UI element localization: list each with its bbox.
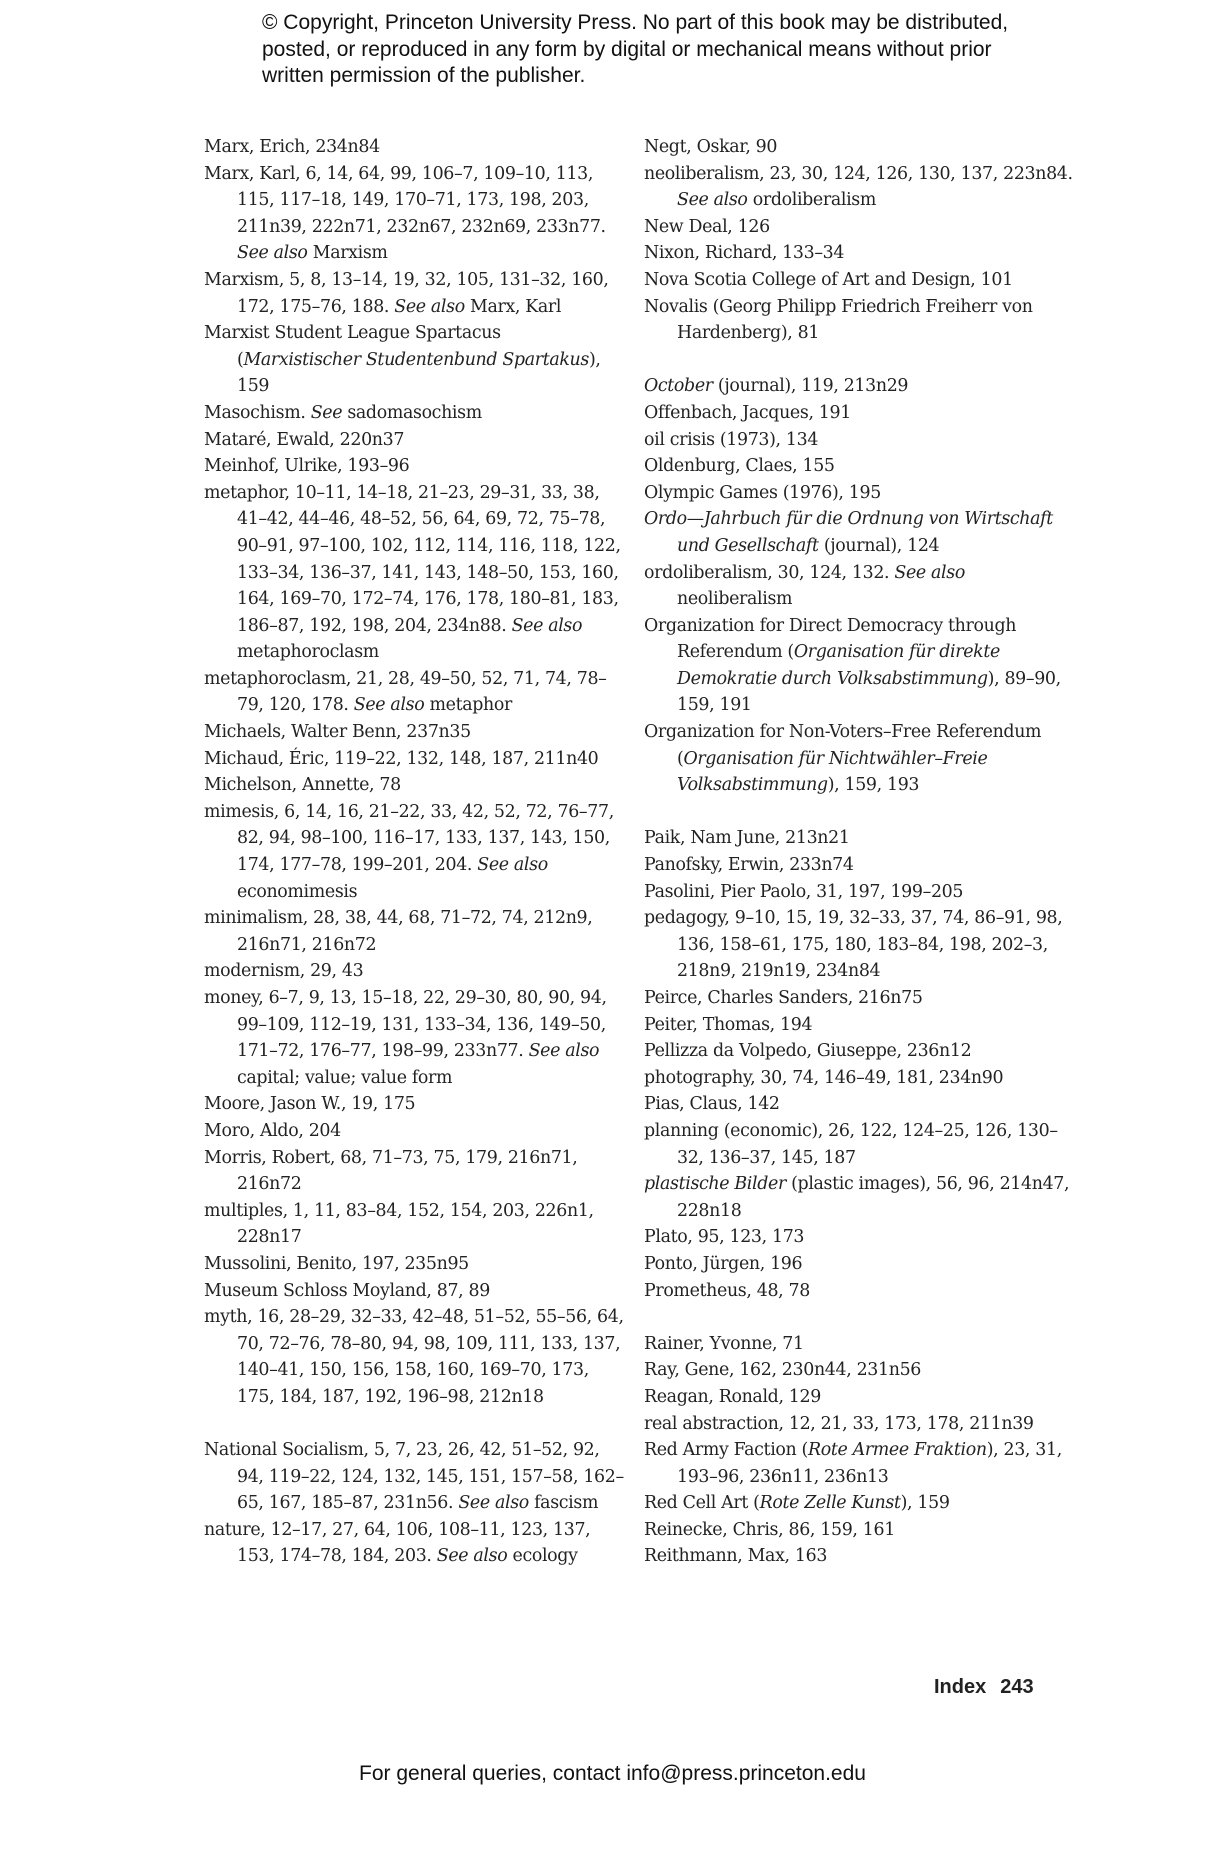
index-entry <box>644 1384 1074 1411</box>
index-entry <box>644 1331 1074 1358</box>
cross-reference-label: See also <box>511 615 583 636</box>
index-entry <box>644 1224 1074 1251</box>
index-entry <box>644 1490 1074 1517</box>
entry-text: real abstraction, 12, 21, 33, 173, 178, 211n39 <box>644 1413 1034 1434</box>
index-entry <box>644 1038 1074 1065</box>
entry-text: Pias, Claus, 142 <box>644 1094 780 1115</box>
index-entry <box>204 480 624 666</box>
entry-text: Reinecke, Chris, 86, 159, 161 <box>644 1519 895 1540</box>
copyright-notice: © Copyright, Princeton University Press. No part of this book may be distributed, posted, or reproduced in any form by digital or mechanical means without prior written permission of the publisher. <box>262 11 1009 87</box>
entry-text: multiples, 1, 11, 83–84, 152, 154, 203, 226n1, 228n17 <box>204 1200 594 1248</box>
index-entry <box>204 134 624 161</box>
cross-reference-target: Marx, Karl <box>464 296 562 317</box>
cross-reference-target: ordoliberalism <box>747 190 876 211</box>
entry-text: Organization for Direct Democracy through Referendum ( <box>644 615 1017 663</box>
index-entry <box>204 427 624 454</box>
entry-text: pedagogy, 9–10, 15, 19, 32–33, 37, 74, 86–91, 98, 136, 158–61, 175, 180, 183–84, 198, 202–3, 218n9, 219n19, 234n84 <box>644 908 1063 982</box>
entry-text: Mussolini, Benito, 197, 235n95 <box>204 1253 469 1274</box>
entry-text: Organization for Non-Voters–Free Referendum ( <box>644 722 1042 769</box>
entry-text: Reagan, Ronald, 129 <box>644 1386 821 1407</box>
entry-text: nature, 12–17, 27, 64, 106, 108–11, 123, 137, 153, 174–78, 184, 203. <box>204 1519 591 1567</box>
entry-italic-title: Organisation für Nichtwähler–Freie Volksabstimmung <box>677 748 988 796</box>
index-entry <box>644 400 1074 427</box>
entry-text: Reithmann, Max, 163 <box>644 1546 828 1567</box>
index-entry <box>204 905 624 958</box>
entry-text: Moro, Aldo, 204 <box>204 1120 341 1141</box>
cross-reference-target: economimesis <box>237 881 358 902</box>
letter-group-gap <box>204 1411 624 1438</box>
cross-reference-target: metaphor <box>424 695 512 716</box>
letter-group-gap <box>644 347 1074 374</box>
index-entry <box>644 506 1074 559</box>
entry-text: modernism, 29, 43 <box>204 961 364 982</box>
index-entry <box>204 400 624 427</box>
index-entry <box>204 1198 624 1251</box>
entry-text: ordoliberalism, 30, 124, 132. <box>644 562 895 583</box>
index-entry <box>204 719 624 746</box>
entry-text: minimalism, 28, 38, 44, 68, 71–72, 74, 212n9, 216n71, 216n72 <box>204 908 593 955</box>
entry-text: Marxist Student League Spartacus ( <box>204 323 501 370</box>
index-column-left <box>204 134 624 1570</box>
entry-text: ), 23, 31, 193–96, 236n11, 236n13 <box>677 1440 1062 1487</box>
index-entry <box>204 320 624 400</box>
index-entry <box>204 1278 624 1305</box>
entry-text: Peirce, Charles Sanders, 216n75 <box>644 988 923 1008</box>
entry-text: Plato, 95, 123, 173 <box>644 1227 805 1248</box>
index-entry <box>644 905 1074 985</box>
index-entry <box>644 852 1074 879</box>
entry-text: myth, 16, 28–29, 32–33, 42–48, 51–52, 55–56, 64, 70, 72–76, 78–80, 94, 98, 109, 111, 133, 137, 140–41, 150, 156, 158, 160, 169–70, 173, 175, 184, 187, 192, 196–98, 212n18 <box>204 1307 624 1407</box>
entry-text: Peiter, Thomas, 194 <box>644 1014 813 1035</box>
index-entry <box>204 161 624 267</box>
entry-text: metaphoroclasm, 21, 28, 49–50, 52, 71, 74, 78–79, 120, 178. <box>204 668 607 716</box>
cross-reference-target: Marxism <box>307 243 388 264</box>
entry-text: Paik, Nam June, 213n21 <box>644 828 850 849</box>
letter-group-gap <box>644 799 1074 826</box>
index-entry <box>644 240 1074 267</box>
cross-reference-label: See also <box>436 1546 508 1567</box>
index-entry <box>644 1278 1074 1305</box>
entry-text: National Socialism, 5, 7, 23, 26, 42, 51–52, 92, 94, 119–22, 124, 132, 145, 151, 157–58, 162–65, 167, 185–87, 231n56. <box>204 1440 624 1514</box>
index-entry <box>644 1171 1074 1224</box>
index-entry <box>204 985 624 1091</box>
index-entry <box>204 666 624 719</box>
index-entry <box>644 1517 1074 1544</box>
entry-text: Ponto, Jürgen, 196 <box>644 1253 803 1274</box>
entry-text: Meinhof, Ulrike, 193–96 <box>204 456 410 477</box>
entry-text: oil crisis (1973), 134 <box>644 429 819 450</box>
index-entry <box>204 453 624 480</box>
index-entry <box>644 1091 1074 1118</box>
entry-text: Red Army Faction ( <box>644 1440 808 1461</box>
cross-reference-label: See also <box>477 855 548 876</box>
entry-text: Pasolini, Pier Paolo, 31, 197, 199–205 <box>644 881 964 902</box>
entry-text: Masochism. <box>204 402 311 423</box>
entry-italic-title: Rote Armee Fraktion <box>808 1440 987 1461</box>
index-entry <box>644 1411 1074 1438</box>
index-entry <box>204 1517 624 1570</box>
entry-text: Morris, Robert, 68, 71–73, 75, 179, 216n71, 216n72 <box>204 1147 578 1195</box>
entry-text: Prometheus, 48, 78 <box>644 1280 810 1301</box>
index-entry <box>644 1437 1074 1490</box>
entry-text: Marx, Karl, 6, 14, 64, 99, 106–7, 109–10, 113, 115, 117–18, 149, 170–71, 173, 198, 203, 211n39, 222n71, 232n67, 232n69, 233n77. <box>204 163 606 237</box>
index-entry <box>204 772 624 799</box>
cross-reference-target: fascism <box>528 1493 599 1514</box>
cross-reference-label: See also <box>894 562 965 583</box>
cross-reference-target: ecology <box>507 1546 578 1567</box>
page-number: 243 <box>1000 1676 1034 1698</box>
entry-text: Nixon, Richard, 133–34 <box>644 243 845 264</box>
index-entry <box>204 1437 624 1517</box>
entry-text: (plastic images), 56, 96, 214n47, 228n18 <box>677 1174 1070 1221</box>
cross-reference-label: See also <box>353 695 425 716</box>
entry-text: Negt, Oskar, 90 <box>644 137 778 157</box>
entry-text: Olympic Games (1976), 195 <box>644 482 881 503</box>
entry-text: ), 159 <box>900 1493 950 1514</box>
index-entry <box>204 1145 624 1198</box>
index-entry <box>644 1012 1074 1039</box>
entry-text: Michelson, Annette, 78 <box>204 775 401 796</box>
cross-reference-label: See also <box>458 1493 529 1514</box>
entry-text: neoliberalism, 23, 30, 124, 126, 130, 137, 223n84. <box>644 163 1073 184</box>
index-entry <box>204 1118 624 1145</box>
entry-text: money, 6–7, 9, 13, 15–18, 22, 29–30, 80, 90, 94, 99–109, 112–19, 131, 133–34, 136, 149–50, 171–72, 176–77, 198–99, 233n77. <box>204 988 607 1062</box>
entry-text: Ray, Gene, 162, 230n44, 231n56 <box>644 1360 922 1381</box>
entry-text: Rainer, Yvonne, 71 <box>644 1333 804 1354</box>
index-entry <box>644 214 1074 241</box>
letter-group-gap <box>644 1304 1074 1331</box>
entry-text: Novalis (Georg Philipp Friedrich Freiherr von Hardenberg), 81 <box>644 296 1033 344</box>
index-entry <box>644 267 1074 294</box>
entry-italic-title: Rote Zelle Kunst <box>759 1493 901 1514</box>
index-entry <box>644 1065 1074 1092</box>
entry-text: ), 159, 193 <box>827 775 920 796</box>
index-entry <box>644 427 1074 454</box>
index-entry <box>644 373 1074 400</box>
index-column-right <box>644 134 1074 1570</box>
index-entry <box>204 1091 624 1118</box>
index-entry <box>644 719 1074 799</box>
entry-text: Michaud, Éric, 119–22, 132, 148, 187, 211n40 <box>204 748 599 769</box>
index-entry <box>644 1251 1074 1278</box>
index-entry <box>644 161 1074 214</box>
entry-text: metaphor, 10–11, 14–18, 21–23, 29–31, 33, 38, 41–42, 44–46, 48–52, 56, 64, 69, 72, 75–78, 90–91, 97–100, 102, 112, 114, 116, 118, 122, 133–34, 136–37, 141, 143, 148–50, 153, 160, 164, 169–70, 172–74, 176, 178, 180–81, 183, 186–87, 192, 198, 204, 234n88. <box>204 482 621 636</box>
contact-footer: For general queries, contact info@press.princeton.edu <box>359 1762 866 1785</box>
entry-text: mimesis, 6, 14, 16, 21–22, 33, 42, 52, 72, 76–77, 82, 94, 98–100, 116–17, 133, 137, 143, 150, 174, 177–78, 199–201, 204. <box>204 801 614 876</box>
entry-italic-title: Organisation für direkte Demokratie durch Volksabstimmung <box>677 642 1000 689</box>
entry-text: Panofsky, Erwin, 233n74 <box>644 855 854 876</box>
entry-text: Mataré, Ewald, 220n37 <box>204 429 405 450</box>
cross-reference-target: capital; value; value form <box>237 1067 453 1088</box>
entry-text: Marxism, 5, 8, 13–14, 19, 32, 105, 131–32, 160, 172, 175–76, 188. <box>204 269 609 317</box>
cross-reference-label: See also <box>394 296 465 317</box>
entry-italic-title: Marxistischer Studentenbund Spartakus <box>243 349 589 370</box>
index-entry <box>204 958 624 985</box>
index-entry <box>644 879 1074 906</box>
entry-text: planning (economic), 26, 122, 124–25, 126, 130–32, 136–37, 145, 187 <box>644 1120 1058 1168</box>
index-entry <box>644 1357 1074 1384</box>
index-entry <box>644 1118 1074 1171</box>
entry-text: Michaels, Walter Benn, 237n35 <box>204 722 471 743</box>
index-entry <box>644 134 1074 161</box>
index-entry <box>644 613 1074 719</box>
entry-text: (journal), 119, 213n29 <box>712 376 909 397</box>
entry-italic-title: October <box>644 376 713 397</box>
entry-text: (journal), 124 <box>818 535 940 556</box>
index-entry <box>204 1251 624 1278</box>
entry-text: Moore, Jason W., 19, 175 <box>204 1094 416 1115</box>
entry-text: photography, 30, 74, 146–49, 181, 234n90 <box>644 1067 1004 1088</box>
index-entry <box>644 985 1074 1012</box>
index-entry <box>204 267 624 320</box>
running-footer <box>934 1676 1064 1699</box>
entry-text: Oldenburg, Claes, 155 <box>644 456 835 477</box>
entry-text: Museum Schloss Moyland, 87, 89 <box>204 1280 490 1301</box>
index-entry <box>644 294 1074 347</box>
index-entry <box>644 1543 1074 1570</box>
entry-text: Marx, Erich, 234n84 <box>204 137 380 157</box>
index-entry <box>644 560 1074 613</box>
cross-reference-label: See also <box>677 190 748 211</box>
section-title: Index <box>934 1676 987 1698</box>
cross-reference-label: See <box>310 402 343 423</box>
index-entry <box>204 799 624 905</box>
entry-text: ), 89–90, 159, 191 <box>677 668 1061 716</box>
entry-text: Nova Scotia College of Art and Design, 101 <box>644 269 1013 290</box>
index-entry <box>644 453 1074 480</box>
index-entry <box>204 746 624 773</box>
cross-reference-target: sadomasochism <box>342 402 482 423</box>
cross-reference-label: See also <box>528 1041 600 1062</box>
entry-text: Red Cell Art ( <box>644 1493 760 1514</box>
entry-text: New Deal, 126 <box>644 216 770 237</box>
index-entry <box>644 825 1074 852</box>
entry-text: Pellizza da Volpedo, Giuseppe, 236n12 <box>644 1041 972 1062</box>
entry-italic-title: Ordo—Jahrbuch für die Ordnung von Wirtschaft und Gesellschaft <box>644 509 1053 556</box>
index-entry <box>644 480 1074 507</box>
entry-text: ), 159 <box>237 349 601 397</box>
entry-text: Offenbach, Jacques, 191 <box>644 402 851 423</box>
cross-reference-target: neoliberalism <box>677 589 793 610</box>
cross-reference-label: See also <box>237 243 308 264</box>
cross-reference-target: metaphoroclasm <box>237 642 379 663</box>
index-entry <box>204 1304 624 1410</box>
entry-italic-title: plastische Bilder <box>644 1174 786 1195</box>
